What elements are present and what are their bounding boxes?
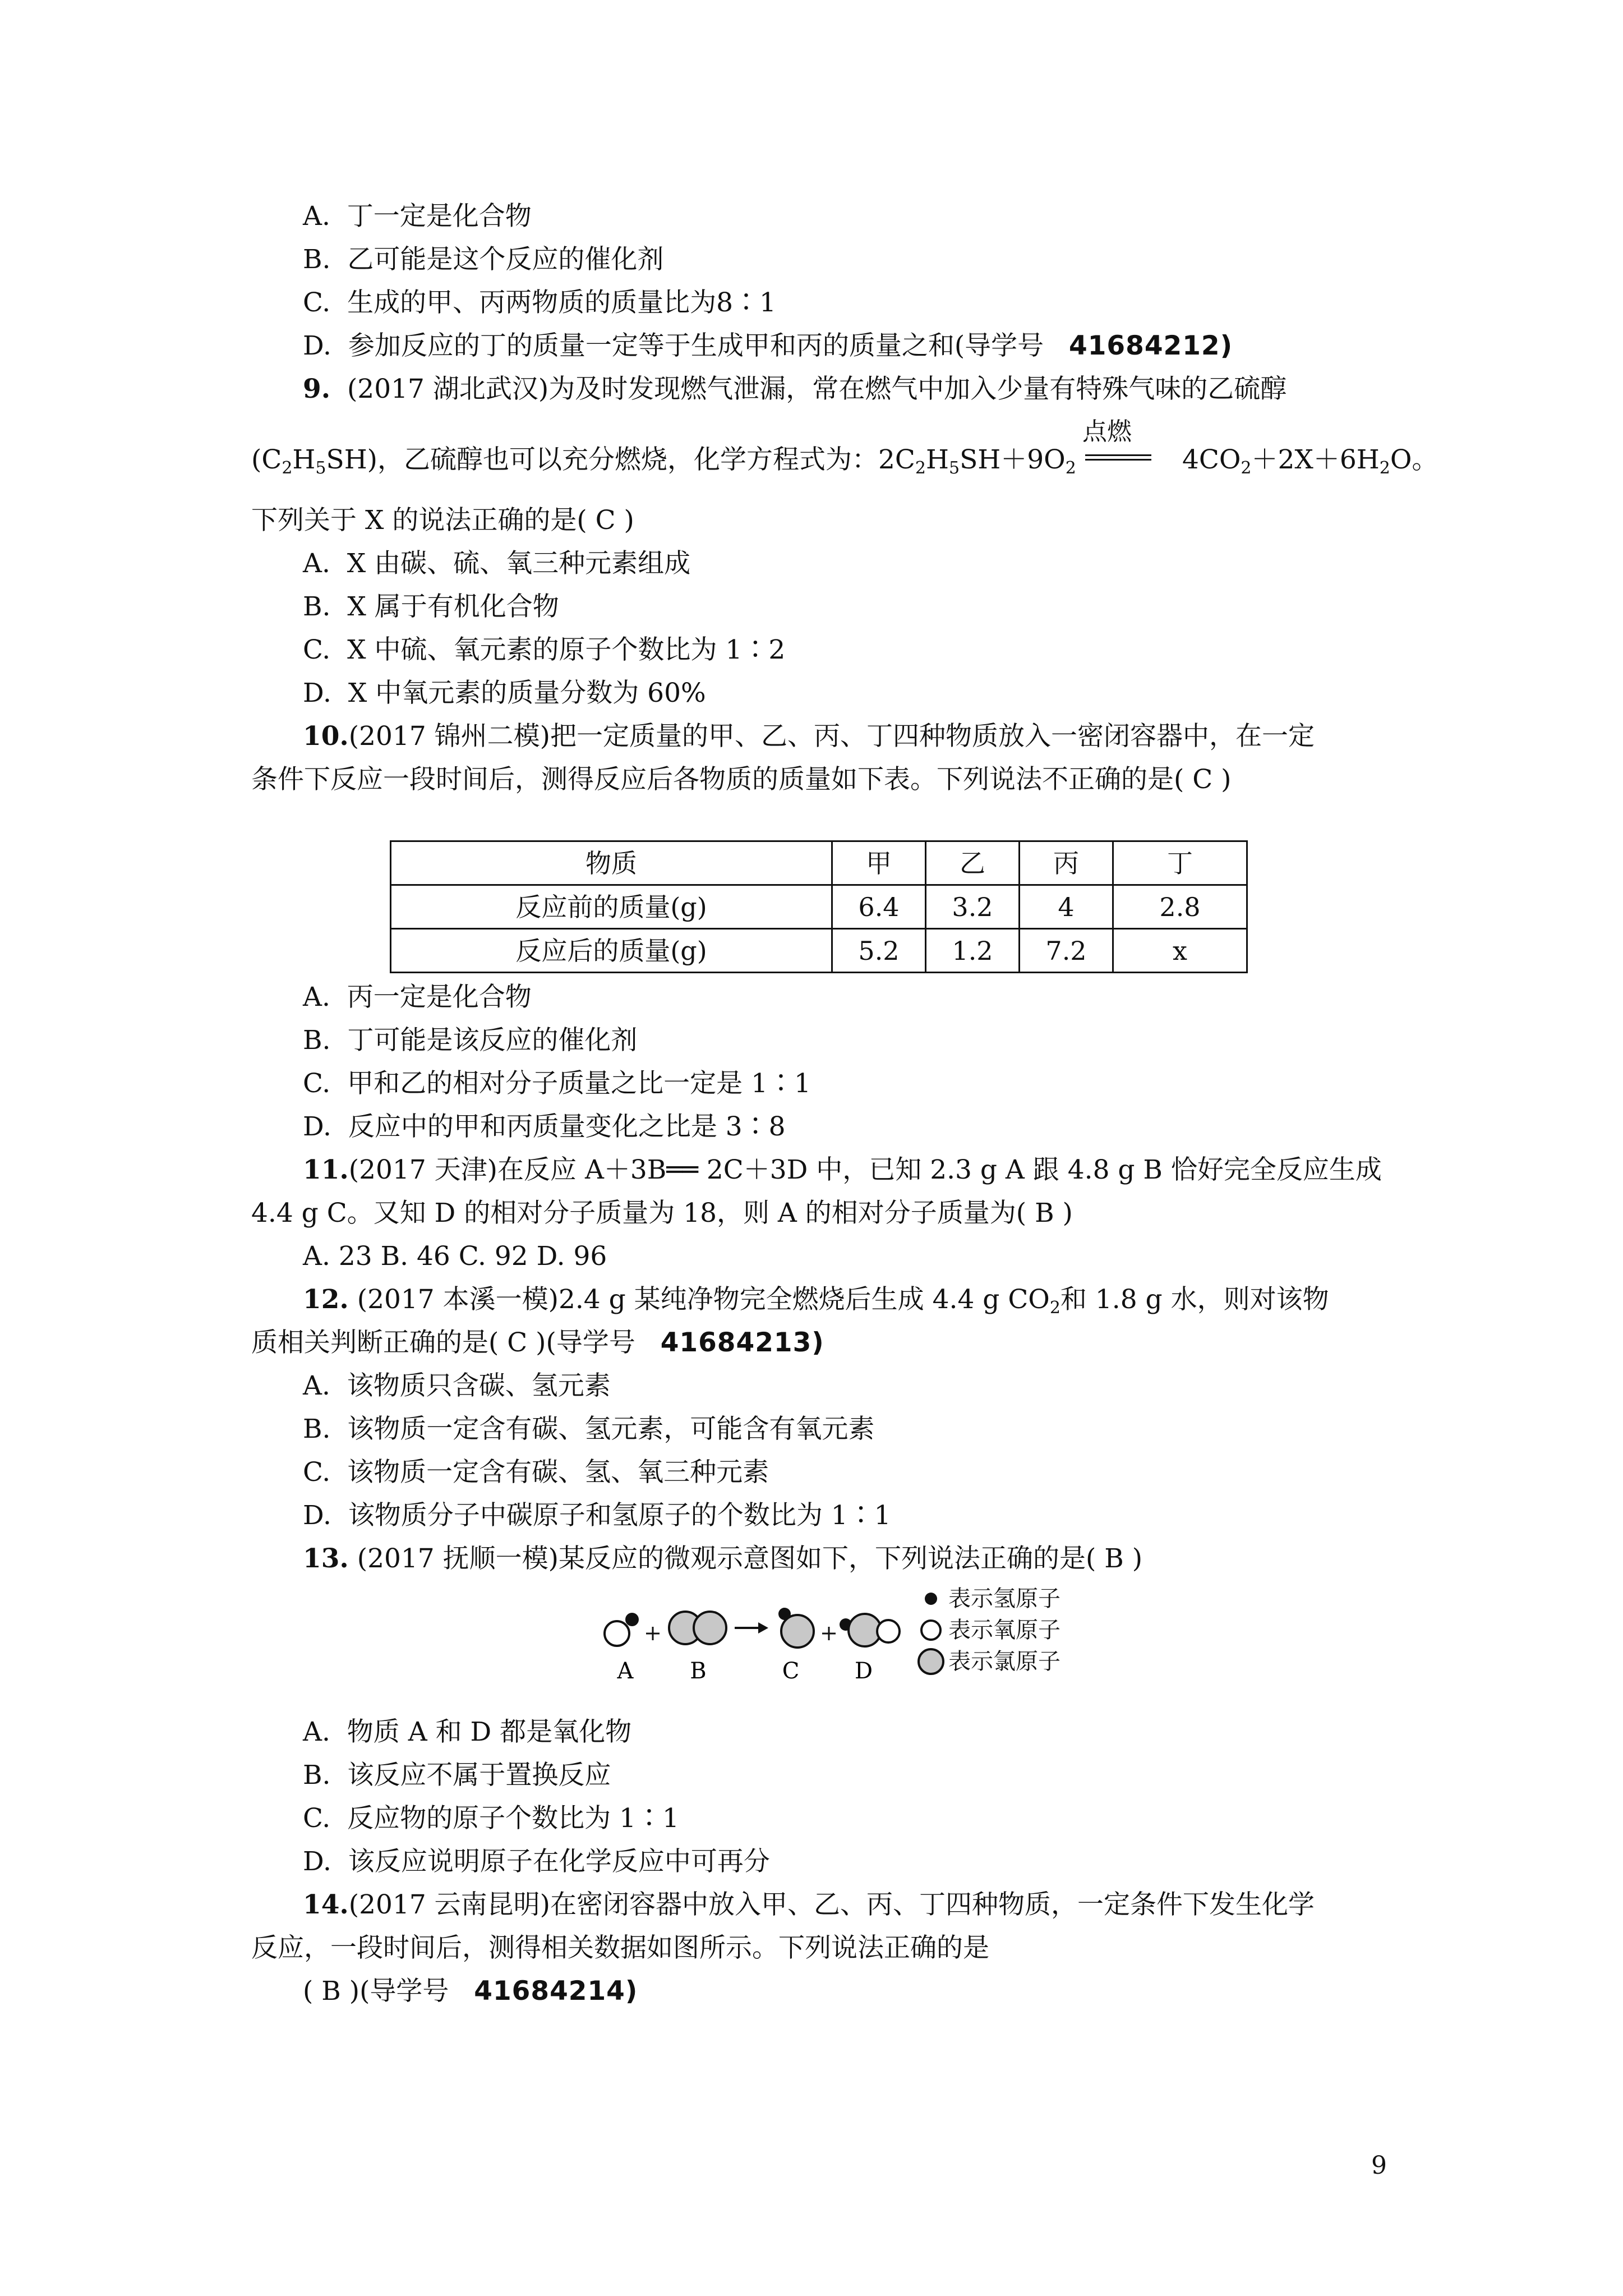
q12-option-c: C. 该物质一定含有碳、氢、氧三种元素: [303, 1457, 769, 1488]
q9-equation-products: $4CO_2+2X+6H_2O$。: [1182, 444, 1438, 478]
q10-option-b: B. 丁可能是该反应的催化剂: [303, 1025, 638, 1056]
q12-stem-line2: 质相关判断正确的是( C )(导学号 41684213): [251, 1327, 824, 1358]
q9-option-c: C. X 中硫、氧元素的原子个数比为 1∶2: [303, 634, 786, 665]
q8-option-d: D. 参加反应的丁的质量一定等于生成甲和丙的质量之和(导学号 41684212): [303, 330, 1233, 361]
q9-stem-line3: 下列关于 X 的说法正确的是( C ): [251, 505, 634, 536]
table-cell: x: [1113, 929, 1247, 973]
chlorine-atom-icon: [917, 1648, 945, 1676]
table-cell: 1.2: [926, 929, 1020, 973]
label-c: C: [782, 1658, 800, 1684]
legend-chlorine: 表示氯原子: [917, 1646, 1061, 1677]
q12-stem-line1: 12. (2017 本溪一模)2.4 g 某纯净物完全燃烧后生成 4.4 g $CO_2$和 1.8 g 水，则对该物: [303, 1284, 1329, 1318]
page-number: 9: [1371, 2151, 1387, 2180]
q10-option-d: D. 反应中的甲和丙质量变化之比是 3∶8: [303, 1111, 786, 1142]
q14-stem-line1: 14.(2017 云南昆明)在密闭容器中放入甲、乙、丙、丁四种物质，一定条件下发生化学: [303, 1889, 1315, 1920]
q12-option-a: A. 该物质只含碳、氢元素: [303, 1370, 611, 1401]
oxygen-atom-icon: [917, 1616, 945, 1644]
plus-sign: [646, 1627, 660, 1640]
legend-oxygen: 表示氧原子: [917, 1614, 1061, 1646]
q9-option-a: A. X 由碳、硫、氧三种元素组成: [303, 548, 691, 579]
q12-option-b: B. 该物质一定含有碳、氢元素，可能含有氧元素: [303, 1414, 875, 1444]
table-row: [391, 929, 1247, 973]
label-d: D: [854, 1658, 873, 1684]
table-cell: 甲: [832, 841, 926, 885]
equation-equals-sign: [1085, 454, 1151, 462]
q10-option-a: A. 丙一定是化合物: [303, 982, 532, 1013]
q9-stem-line1: 9. (2017 湖北武汉)为及时发现燃气泄漏，常在燃气中加入少量有特殊气味的乙硫醇: [303, 374, 1287, 404]
table-header-row: [391, 841, 1247, 885]
table-row: [391, 885, 1247, 929]
q8-option-b: B. 乙可能是这个反应的催化剂: [303, 244, 664, 275]
table-cell: 5.2: [832, 929, 926, 973]
table-cell: 7.2: [1020, 929, 1113, 973]
table-cell: 3.2: [926, 885, 1020, 929]
diagram-legend: [917, 1583, 1061, 1677]
q11-options: A. 23 B. 46 C. 92 D. 96: [303, 1241, 607, 1272]
arrow-icon: [735, 1622, 768, 1634]
q8-option-a: A. 丁一定是化合物: [303, 201, 532, 232]
q8-option-c: C. 生成的甲、丙两物质的质量比为8∶1: [303, 287, 776, 318]
q14-id-number: 41684214): [474, 1976, 638, 2007]
q13-option-a: A. 物质 A 和 D 都是氧化物: [303, 1717, 632, 1747]
q10-stem-line1: 10.(2017 锦州二模)把一定质量的甲、乙、丙、丁四种物质放入一密闭容器中，在一定: [303, 721, 1315, 752]
table-cell: 反应前的质量(g): [391, 885, 832, 929]
q11-stem-line2: 4.4 g C。又知 D 的相对分子质量为 18，则 A 的相对分子质量为( B ): [251, 1198, 1073, 1228]
molecule-d: [840, 1614, 900, 1646]
table-cell: 2.8: [1113, 885, 1247, 929]
molecule-b: [669, 1612, 726, 1644]
mass-table: [390, 840, 1248, 973]
q14-stem-line2: 反应，一段时间后，测得相关数据如图所示。下列说法正确的是: [251, 1932, 989, 1963]
q13-option-c: C. 反应物的原子个数比为 1∶1: [303, 1803, 679, 1834]
table-cell: 4: [1020, 885, 1113, 929]
q13-stem-line1: 13. (2017 抚顺一模)某反应的微观示意图如下，下列说法正确的是( B ): [303, 1543, 1143, 1574]
q12-option-d: D. 该物质分子中碳原子和氢原子的个数比为 1∶1: [303, 1500, 891, 1531]
q13-option-d: D. 该反应说明原子在化学反应中可再分: [303, 1846, 770, 1877]
table-cell: 丁: [1113, 841, 1247, 885]
equation-condition: 点燃: [1082, 417, 1132, 446]
molecule-a: [605, 1613, 639, 1646]
table-cell: 6.4: [832, 885, 926, 929]
table-cell: 乙: [926, 841, 1020, 885]
q8-id-number: 41684212): [1069, 330, 1233, 361]
legend-hydrogen: 表示氢原子: [917, 1583, 1061, 1614]
q9-stem-line2: $(C_2H_5SH)$，乙硫醇也可以充分燃烧，化学方程式为：$2C_2H_5SH+9O_2$: [251, 444, 1076, 478]
q9-option-b: B. X 属于有机化合物: [303, 591, 559, 622]
q10-option-c: C. 甲和乙的相对分子质量之比一定是 1∶1: [303, 1068, 811, 1099]
plus-sign: [822, 1627, 836, 1640]
q12-id-number: 41684213): [660, 1327, 824, 1358]
label-a: A: [617, 1658, 634, 1684]
hydrogen-atom-icon: [917, 1585, 945, 1613]
q13-option-b: B. 该反应不属于置换反应: [303, 1760, 611, 1791]
label-b: B: [690, 1658, 707, 1684]
q11-stem-line1: 11.(2017 天津)在反应 A＋3B══ 2C＋3D 中，已知 2.3 g A 跟 4.8 g B 恰好完全反应生成: [303, 1154, 1382, 1185]
q14-stem-line3: ( B )(导学号 41684214): [303, 1976, 638, 2007]
q9-option-d: D. X 中氧元素的质量分数为 60%: [303, 678, 706, 708]
table-cell: 丙: [1020, 841, 1113, 885]
table-cell: 物质: [391, 841, 832, 885]
table-cell: 反应后的质量(g): [391, 929, 832, 973]
molecule-c: [778, 1608, 814, 1648]
q10-stem-line2: 条件下反应一段时间后，测得反应后各物质的质量如下表。下列说法不正确的是( C ): [251, 764, 1232, 795]
